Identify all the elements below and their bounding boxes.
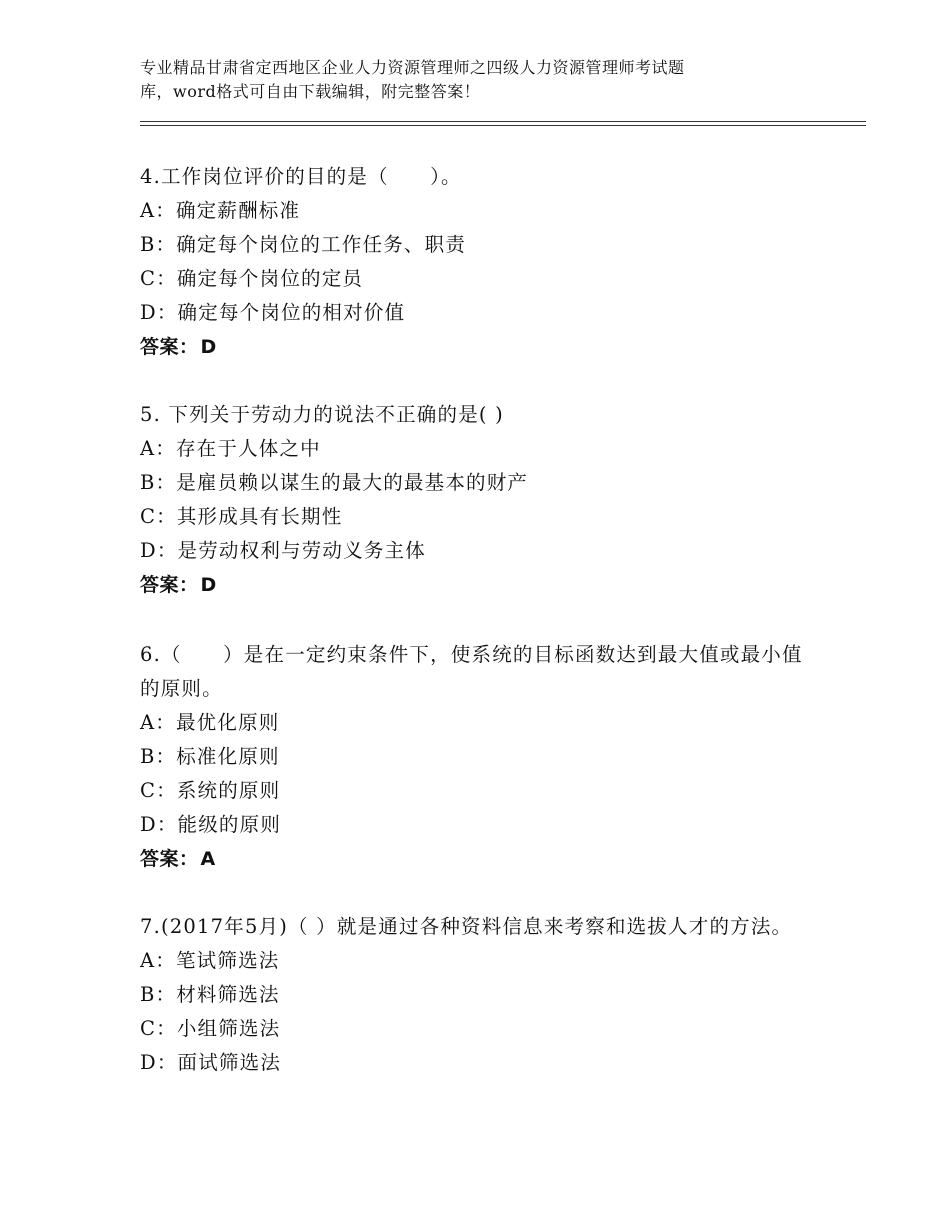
question-text: 7.(2017年5月)（ ）就是通过各种资料信息来考察和选拔人才的方法。 bbox=[140, 915, 793, 938]
question-7 bbox=[140, 910, 820, 1080]
question-4 bbox=[140, 160, 820, 364]
option-d: D：能级的原则 bbox=[140, 813, 282, 836]
question-5 bbox=[140, 398, 820, 602]
option-a: A：确定薪酬标准 bbox=[140, 199, 301, 222]
answer-line bbox=[140, 568, 820, 602]
option-c: C：系统的原则 bbox=[140, 779, 281, 802]
header-divider-bottom bbox=[140, 125, 866, 126]
answer-line bbox=[140, 330, 820, 364]
option-b: B：确定每个岗位的工作任务、职责 bbox=[140, 233, 467, 256]
answer-value: D bbox=[200, 336, 217, 358]
option-c: C：小组筛选法 bbox=[140, 1017, 281, 1040]
answer-value: A bbox=[200, 848, 216, 870]
question-text: 6.（ ）是在一定约束条件下，使系统的目标函数达到最大值或最小值的原则。 bbox=[140, 643, 803, 700]
answer-line bbox=[140, 842, 820, 876]
option-b: B：标准化原则 bbox=[140, 745, 280, 768]
option-b: B：是雇员赖以谋生的最大的最基本的财产 bbox=[140, 471, 529, 494]
answer-label: 答案： bbox=[140, 336, 199, 358]
option-d: D：是劳动权利与劳动义务主体 bbox=[140, 539, 426, 562]
option-d: D：面试筛选法 bbox=[140, 1051, 282, 1074]
answer-value: D bbox=[200, 574, 217, 596]
header-title-line-2: 库，word格式可自由下载编辑，附完整答案！ bbox=[140, 82, 481, 101]
header-title-line-1: 专业精品甘肃省定西地区企业人力资源管理师之四级人力资源管理师考试题 bbox=[140, 58, 685, 77]
document-header bbox=[140, 56, 780, 104]
option-c: C：确定每个岗位的定员 bbox=[140, 267, 364, 290]
answer-label: 答案： bbox=[140, 848, 199, 870]
question-text: 4.工作岗位评价的目的是（ ）。 bbox=[140, 165, 462, 188]
option-a: A：存在于人体之中 bbox=[140, 437, 321, 460]
option-d: D：确定每个岗位的相对价值 bbox=[140, 301, 406, 324]
option-c: C：其形成具有长期性 bbox=[140, 505, 343, 528]
question-text: 5. 下列关于劳动力的说法不正确的是( ) bbox=[140, 403, 504, 426]
answer-label: 答案： bbox=[140, 574, 199, 596]
option-a: A：最优化原则 bbox=[140, 711, 280, 734]
option-a: A：笔试筛选法 bbox=[140, 949, 280, 972]
header-divider-top bbox=[140, 121, 866, 122]
question-6 bbox=[140, 638, 820, 876]
option-b: B：材料筛选法 bbox=[140, 983, 280, 1006]
